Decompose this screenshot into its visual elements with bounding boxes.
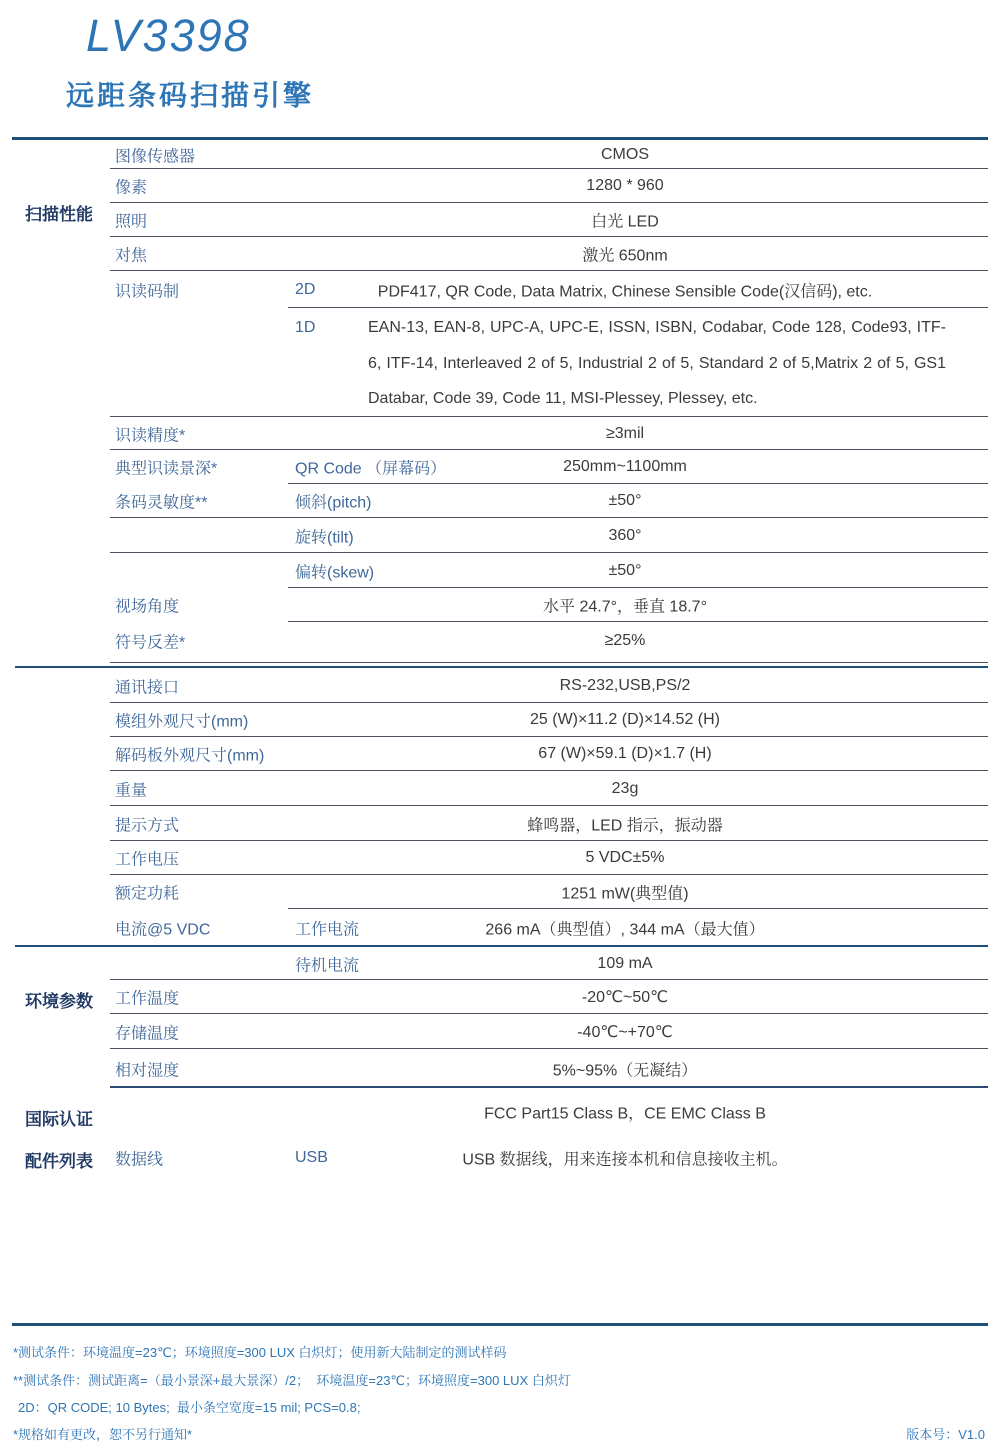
row-label: 典型识读景深*	[115, 460, 218, 478]
row-pixels	[0, 169, 1000, 203]
row-sublabel: 待机电流	[295, 957, 360, 974]
row-voltage	[0, 841, 1000, 875]
row-weight	[0, 771, 1000, 806]
row-label: 图像传感器	[115, 148, 196, 165]
row-label: 工作温度	[115, 990, 180, 1008]
row-value: 1251 mW(典型值)	[561, 885, 689, 903]
row-illumination	[0, 203, 1000, 237]
row-value: 67 (W)×59.1 (D)×1.7 (H)	[538, 745, 712, 762]
row-depth-of-field	[0, 450, 1000, 484]
row-value: RS-232,USB,PS/2	[559, 676, 691, 694]
row-working-current	[0, 909, 1000, 947]
footnote-disclaimer: *规格如有更改，恕不另行通知*	[13, 1427, 193, 1442]
row-label: 通讯接口	[115, 679, 180, 696]
row-pitch	[0, 484, 1000, 518]
row-contrast	[0, 622, 1000, 668]
row-precision	[0, 417, 1000, 450]
row-label: 重量	[115, 782, 148, 799]
section-label-certification: 国际认证	[25, 1110, 93, 1129]
row-label: 电流@5 VDC	[115, 921, 211, 939]
row-sublabel: 1D	[295, 319, 316, 336]
row-humidity	[0, 1049, 1000, 1088]
row-tilt	[0, 518, 1000, 553]
footnote-test-conditions-2: **测试条件：测试距离=（最小景深+最大景深）/2； 环境温度=23℃；环境照度=300 LUX 白炽灯	[13, 1373, 571, 1388]
row-focus	[0, 237, 1000, 271]
row-operating-temp	[0, 980, 1000, 1014]
row-image-sensor	[0, 140, 1000, 169]
row-value: CMOS	[601, 145, 649, 163]
row-label: 存储温度	[115, 1025, 180, 1042]
row-skew	[0, 553, 1000, 588]
version-label: 版本号：V1.0	[906, 1427, 985, 1442]
row-label: 工作电压	[115, 851, 180, 869]
product-model: LV3398	[86, 10, 251, 61]
row-interface	[0, 668, 1000, 703]
row-label: 像素	[115, 179, 148, 197]
row-certification	[0, 1088, 1000, 1135]
row-storage-temp	[0, 1014, 1000, 1049]
row-value: 25 (W)×11.2 (D)×14.52 (H)	[530, 711, 720, 728]
row-sublabel: 2D	[295, 280, 316, 298]
row-symbologies-1d	[0, 308, 1000, 417]
footnote-2d-conditions: 2D：QR CODE; 10 Bytes; 最小条空宽度=15 mil; PCS=0.8;	[18, 1400, 361, 1415]
row-sublabel: 旋转(tilt)	[295, 529, 354, 546]
row-module-dimensions	[0, 703, 1000, 737]
row-accessory-cable	[0, 1135, 1000, 1180]
row-value: 激光 650nm	[582, 247, 668, 265]
row-label: 识读码制	[115, 283, 180, 300]
row-label: 条码灵敏度**	[115, 494, 208, 512]
footer-divider	[12, 1323, 988, 1326]
row-label: 解码板外观尺寸(mm)	[115, 747, 265, 765]
row-label: 提示方式	[115, 817, 180, 834]
row-symbologies-2d	[0, 271, 1000, 308]
product-subtitle: 远距条码扫描引擎	[66, 80, 315, 111]
row-value: 250mm~1100mm	[563, 458, 687, 475]
row-label: 照明	[115, 213, 148, 231]
section-label-environment: 环境参数	[25, 992, 93, 1011]
row-sublabel: QR Code （屏幕码）	[295, 460, 447, 478]
row-sublabel: 倾斜(pitch)	[295, 494, 372, 512]
row-standby-current	[0, 947, 1000, 980]
row-value: 360°	[608, 526, 642, 544]
row-value: FCC Part15 Class B，CE EMC Class B	[484, 1105, 766, 1122]
row-value: ≥3mil	[605, 424, 645, 442]
row-value: 1280 * 960	[586, 177, 664, 194]
row-value: 23g	[611, 779, 639, 797]
row-value: 109 mA	[597, 954, 653, 972]
row-value: USB 数据线，用来连接本机和信息接收主机。	[462, 1151, 788, 1168]
section-label-accessories: 配件列表	[25, 1152, 93, 1171]
row-value: ≥25%	[604, 632, 646, 650]
row-value: -20℃~50℃	[581, 989, 669, 1006]
section-label-scan-performance: 扫描性能	[25, 205, 93, 224]
row-value: EAN-13, EAN-8, UPC-A, UPC-E, ISSN, ISBN, Codabar, Code 128, Code93, ITF-6, ITF-14, Interleaved 2 of 5, Industrial 2 of 5, Standard 2 of 5,Matrix 2 of 5, GS1 Databar, Code 39, Code 11, MSI-Plessey, Plessey, etc.	[368, 319, 946, 407]
row-value: 266 mA（典型值）, 344 mA（最大值）	[485, 921, 765, 939]
row-label: 相对湿度	[115, 1062, 180, 1079]
row-label: 数据线	[115, 1151, 164, 1168]
row-fov	[0, 588, 1000, 622]
row-value: ±50°	[608, 561, 642, 579]
row-board-dimensions	[0, 737, 1000, 771]
row-label: 识读精度*	[115, 427, 186, 444]
row-label: 视场角度	[115, 598, 180, 616]
row-sublabel: USB	[295, 1148, 328, 1166]
row-sublabel: 工作电流	[295, 921, 360, 939]
row-label: 额定功耗	[115, 885, 180, 903]
row-value: -40℃~+70℃	[577, 1023, 673, 1041]
row-label: 对焦	[115, 247, 148, 265]
row-power	[0, 875, 1000, 909]
row-indication	[0, 806, 1000, 841]
row-divider	[110, 662, 988, 663]
row-label: 模组外观尺寸(mm)	[115, 713, 249, 731]
row-label: 符号反差*	[115, 634, 186, 652]
row-value: 白光 LED	[591, 213, 659, 231]
row-value: 水平 24.7°，垂直 18.7°	[543, 598, 707, 616]
row-sublabel: 偏转(skew)	[295, 564, 375, 581]
spec-table	[0, 140, 1000, 1180]
row-value: 5%~95%（无凝结）	[552, 1062, 698, 1079]
row-value: ±50°	[608, 492, 642, 509]
row-value: 5 VDC±5%	[585, 849, 665, 866]
row-value: PDF417, QR Code, Data Matrix, Chinese Sensible Code(汉信码), etc.	[377, 283, 873, 300]
footnote-test-conditions-1: *测试条件：环境温度=23℃；环境照度=300 LUX 白炽灯；使用新大陆制定的测试样码	[13, 1345, 507, 1360]
row-value: 蜂鸣器，LED 指示，振动器	[527, 817, 723, 834]
